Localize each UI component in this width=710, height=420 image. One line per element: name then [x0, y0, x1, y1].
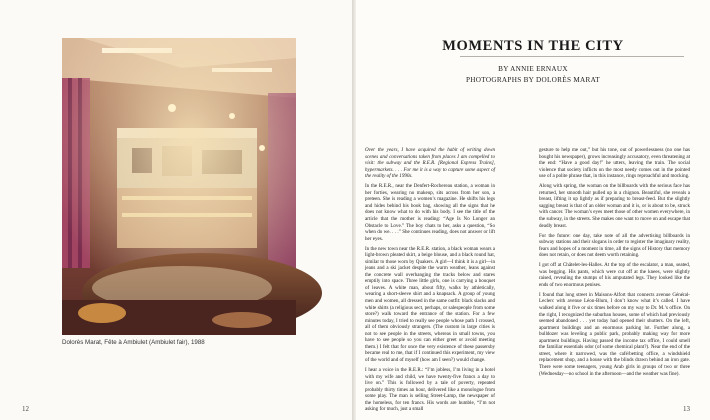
author-credit: BY ANNIE ERNAUX [498, 65, 568, 73]
page-number-left: 12 [22, 405, 29, 413]
article-paragraph: I got off at Châtelet-les-Halles. At the top of the escalator, a man, seated, was begging. His pants, which were cut off at the knees, were slightly raised, revealing the stumps of his amputated legs. They looked like the ends of two enormous penises. [539, 262, 690, 288]
article-paragraph: In the new town near the R.E.R. station, a black woman wears a light-brown pleated skirt, a beige blouse, and a black round hat, similar to those worn by Quakers. A girl—I think it is a girl—in jeans and a ski jacket despite the warm weather, leans against the concrete wall overhanging the tracks below and stares emptily into space. Three little girls, one is carrying a bouquet of leaves. A white man, about fifty, walks by athletically, wearing a short-sleeve shirt and a knapsack. A group of young men and women, all dressed in the same outfit: black slacks and white shirts (a religious sect, perhaps, or salespeople from some store?) walk toward the entrance of the station. For a few minutes today, I tried to really see people whose path I crossed, all of them obviously strangers. (The custom in large cities is not to see people in the streets, whereas in small towns, you have to see people so you can either greet or avoid meeting them.) I felt that for once the very existence of these passersby became real to me, that if I continued this experiment, my view of the world and of myself (how am I seen?) would change. [365, 245, 495, 363]
article-column-1 [365, 147, 495, 413]
article-intro-paragraph: Over the years, I have acquired the habit of writing down scenes and conversations taken from places I am compelled to visit: the subway and the R.E.R. [Regional Express Trains], hypermarkets. . . . For me it is a way to capture some aspect of the reality of the 1990s. [365, 147, 495, 180]
photographer-credit: PHOTOGRAPHS BY DOLORÈS MARAT [466, 76, 600, 84]
photo-caption: Dolorès Marat, Fête à Ambiulet (Ambiulet fair), 1988 [62, 339, 205, 346]
left-page [0, 0, 352, 420]
page-number-right: 13 [683, 405, 690, 413]
article-paragraph: In the R.E.R., near the Denfert-Rochereau station, a woman in her forties, wearing no makeup, sits across from her son, a preteen. She is reading a women’s magazine. He shifts his legs and hides behind his book bag, showing all the signs that he does not know what to do with his body. I see the title of the article that the mother is reading: “Age Is No Longer an Obstacle to Love.” The boy chats to her, asks a question, “So when do we. . . .” She continues reading, does not answer or lift her eyes. [365, 183, 495, 242]
fairground-photograph [62, 38, 296, 335]
fairground-photo-illustration [62, 38, 296, 335]
title-rule [460, 56, 684, 57]
article-paragraph: I found that long street in Maisons-Alfort that connects avenue Général-Leclerc with avenue Léon-Blum, I don’t know what it’s called. I have walked along it five or six times before on my way to Dr. M.’s office. On the right, I recognized the suburban houses, some of which had previously seemed abandoned . . . yet today had opened their shutters. On the left, apartment buildings and an enormous parking lot. Further along, a bulldozer was leveling a public park, probably making way for more apartment buildings. Having passed the income tax office, I could smell the familiar essentials odor (of some chemical plant?). Near the end of the street, where it narrowed, was the café/betting office, a windshield replacement shop, and a house with the blinds drawn behind an iron gate. There were some teenagers, young Arab girls in groups of two or three (Wednesday—no school in the afternoon—and the weather was fine). [539, 291, 690, 377]
article-paragraph: I hear a voice in the R.E.R.: “I’m jobless, I’m living in a hotel with my wife and child, we have twenty-five francs a day to live on.” This is followed by a tale of poverty, repeated probably thirty times an hour, delivered like a monologue from some play. The man is selling Street-Lamp, the newspaper of the homeless, for ten francs. His words are humble, “I’m not asking for much, just a small [365, 367, 495, 413]
article-paragraph: For the future: one day, take note of all the advertising billboards in subway stations and their slogans in order to register the imaginary reality, fears and hopes of a moment in time, all the signs of History that memory does not retain, or does not deem worth retaining. [539, 232, 690, 259]
article-paragraph: Along with spring, the woman on the billboards with the serious face has returned, her smooth hair pulled up in a chignon. Beautiful, she reveals a breast, lifting it up lightly as if preparing to breast-feed. But the slightly sagging breast is that of an older woman and it is, or is about to be, struck with cancer. The woman’s eyes meet those of other women everywhere, in the subway, in the streets. She makes one want to move on and escape that deadly breast. [539, 183, 690, 229]
article-title: MOMENTS IN THE CITY [442, 38, 624, 54]
article-column-2 [539, 147, 690, 405]
article-paragraph: gesture to help me out,” but his tone, out of powerlessness (no one has bought his newspaper), grows increasingly accusatory, even threatening at the end: “Have a good day!” he utters, leaving the train. The social violence that society inflicts on the most needy comes out in the pointed use of a polite phrase that, in this instance, rings reproachful and mocking. [539, 147, 690, 180]
byline [356, 64, 710, 86]
right-page [356, 0, 710, 420]
